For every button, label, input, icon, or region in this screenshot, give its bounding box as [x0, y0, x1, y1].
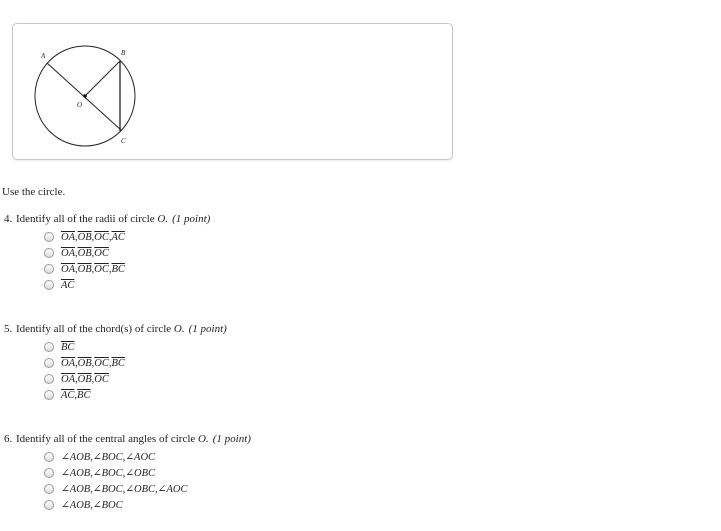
- radio-button[interactable]: [44, 452, 54, 462]
- answer-option[interactable]: [44, 339, 604, 355]
- radius-ob: [85, 61, 120, 96]
- separator: ,: [75, 357, 78, 369]
- answer-option[interactable]: [44, 355, 604, 371]
- answer-option[interactable]: [44, 261, 604, 277]
- points-value: (1 point): [212, 433, 251, 445]
- separator: ,: [91, 247, 95, 259]
- option-label: [61, 264, 125, 275]
- circle-name: O.: [198, 433, 209, 445]
- segment-label: $\overline{OA}$: [61, 247, 75, 259]
- segment-label: $\overline{OB}$: [77, 231, 92, 243]
- question-text: Identify all of the radii of circle: [16, 213, 158, 225]
- figure-panel: [12, 23, 453, 160]
- point-label-c: C: [121, 137, 126, 145]
- segment-label: $\overline{OA}$: [61, 357, 75, 369]
- question-5: [4, 322, 604, 403]
- point-label-o: O: [77, 101, 83, 109]
- segment-label: $\overline{OC}$: [94, 231, 109, 243]
- option-label: [61, 374, 109, 385]
- question-number: 5.: [4, 323, 13, 335]
- radio-button[interactable]: [44, 248, 54, 258]
- separator: ,: [108, 263, 112, 275]
- separator: ,: [91, 263, 95, 275]
- answer-options: [44, 449, 604, 513]
- answer-option[interactable]: [44, 465, 604, 481]
- radio-button[interactable]: [44, 390, 54, 400]
- segment-label: $\overline{OC}$: [94, 357, 109, 369]
- question-6: [4, 432, 604, 513]
- segment-label: $\overline{BC}$: [61, 341, 75, 353]
- answer-option[interactable]: [44, 449, 604, 465]
- question-prompt: [4, 212, 604, 226]
- segment-label: $\overline{OB}$: [77, 247, 92, 259]
- separator: ,: [91, 357, 95, 369]
- answer-option[interactable]: [44, 387, 604, 403]
- answer-option[interactable]: [44, 245, 604, 261]
- option-label: [61, 232, 125, 243]
- question-number: 6.: [4, 433, 13, 445]
- answer-options: [44, 339, 604, 403]
- circle-name: O.: [173, 323, 185, 335]
- points-value: (1 point): [172, 213, 211, 225]
- answer-option[interactable]: [44, 277, 604, 293]
- answer-option[interactable]: [44, 497, 604, 513]
- separator: ,: [75, 373, 78, 385]
- option-label: [61, 280, 74, 291]
- radio-button[interactable]: [44, 280, 54, 290]
- question-text: Identify all of the chord(s) of circle: [16, 323, 174, 335]
- radio-button[interactable]: [44, 500, 54, 510]
- segment-label: $\overline{OC}$: [94, 263, 109, 275]
- radio-button[interactable]: [44, 342, 54, 352]
- question-number: 4.: [4, 213, 13, 225]
- segment-label: $\overline{AC}$: [61, 389, 75, 401]
- point-label-a: A: [41, 52, 46, 60]
- instructions: Use the circle.: [2, 186, 66, 198]
- segment-label: $\overline{AC}$: [61, 279, 75, 291]
- circle-name: O.: [157, 213, 169, 225]
- separator: ,: [108, 231, 112, 243]
- option-label: [61, 342, 74, 353]
- question-4: [4, 212, 604, 293]
- option-label: ∠AOB,∠BOC: [61, 500, 123, 511]
- answer-options: [44, 229, 604, 293]
- radio-button[interactable]: [44, 264, 54, 274]
- separator: ,: [91, 373, 95, 385]
- option-label: [61, 390, 90, 401]
- answer-option[interactable]: [44, 371, 604, 387]
- question-prompt: [4, 432, 604, 446]
- points-value: (1 point): [188, 323, 227, 335]
- segment-label: $\overline{BC}$: [111, 357, 125, 369]
- segment-label: $\overline{OA}$: [61, 373, 75, 385]
- option-label: [61, 248, 109, 259]
- question-prompt: [4, 322, 604, 336]
- segment-label: $\overline{OB}$: [77, 373, 92, 385]
- circle-diagram: [13, 24, 454, 161]
- answer-option[interactable]: [44, 481, 604, 497]
- segment-label: $\overline{OB}$: [77, 263, 92, 275]
- segment-label: $\overline{OC}$: [94, 247, 109, 259]
- separator: ,: [75, 247, 78, 259]
- segment-label: $\overline{OB}$: [77, 357, 92, 369]
- radio-button[interactable]: [44, 374, 54, 384]
- option-label: ∠AOB,∠BOC,∠OBC,∠AOC: [61, 484, 188, 495]
- segment-label: $\overline{BC}$: [111, 263, 125, 275]
- separator: ,: [108, 357, 112, 369]
- center-point: [83, 94, 87, 98]
- radio-button[interactable]: [44, 358, 54, 368]
- separator: ,: [74, 389, 78, 401]
- radio-button[interactable]: [44, 484, 54, 494]
- segment-label: $\overline{OC}$: [94, 373, 109, 385]
- option-label: ∠AOB,∠BOC,∠OBC: [61, 468, 156, 479]
- segment-label: $\overline{AC}$: [111, 231, 125, 243]
- separator: ,: [75, 231, 78, 243]
- option-label: [61, 358, 125, 369]
- radio-button[interactable]: [44, 232, 54, 242]
- point-label-b: B: [121, 49, 126, 57]
- option-label: ∠AOB,∠BOC,∠AOC: [61, 452, 156, 463]
- answer-option[interactable]: [44, 229, 604, 245]
- segment-label: $\overline{OA}$: [61, 231, 75, 243]
- separator: ,: [91, 231, 95, 243]
- radio-button[interactable]: [44, 468, 54, 478]
- separator: ,: [75, 263, 78, 275]
- segment-label: $\overline{OA}$: [61, 263, 75, 275]
- segment-label: $\overline{BC}$: [77, 389, 91, 401]
- question-text: Identify all of the central angles of circle: [16, 433, 199, 445]
